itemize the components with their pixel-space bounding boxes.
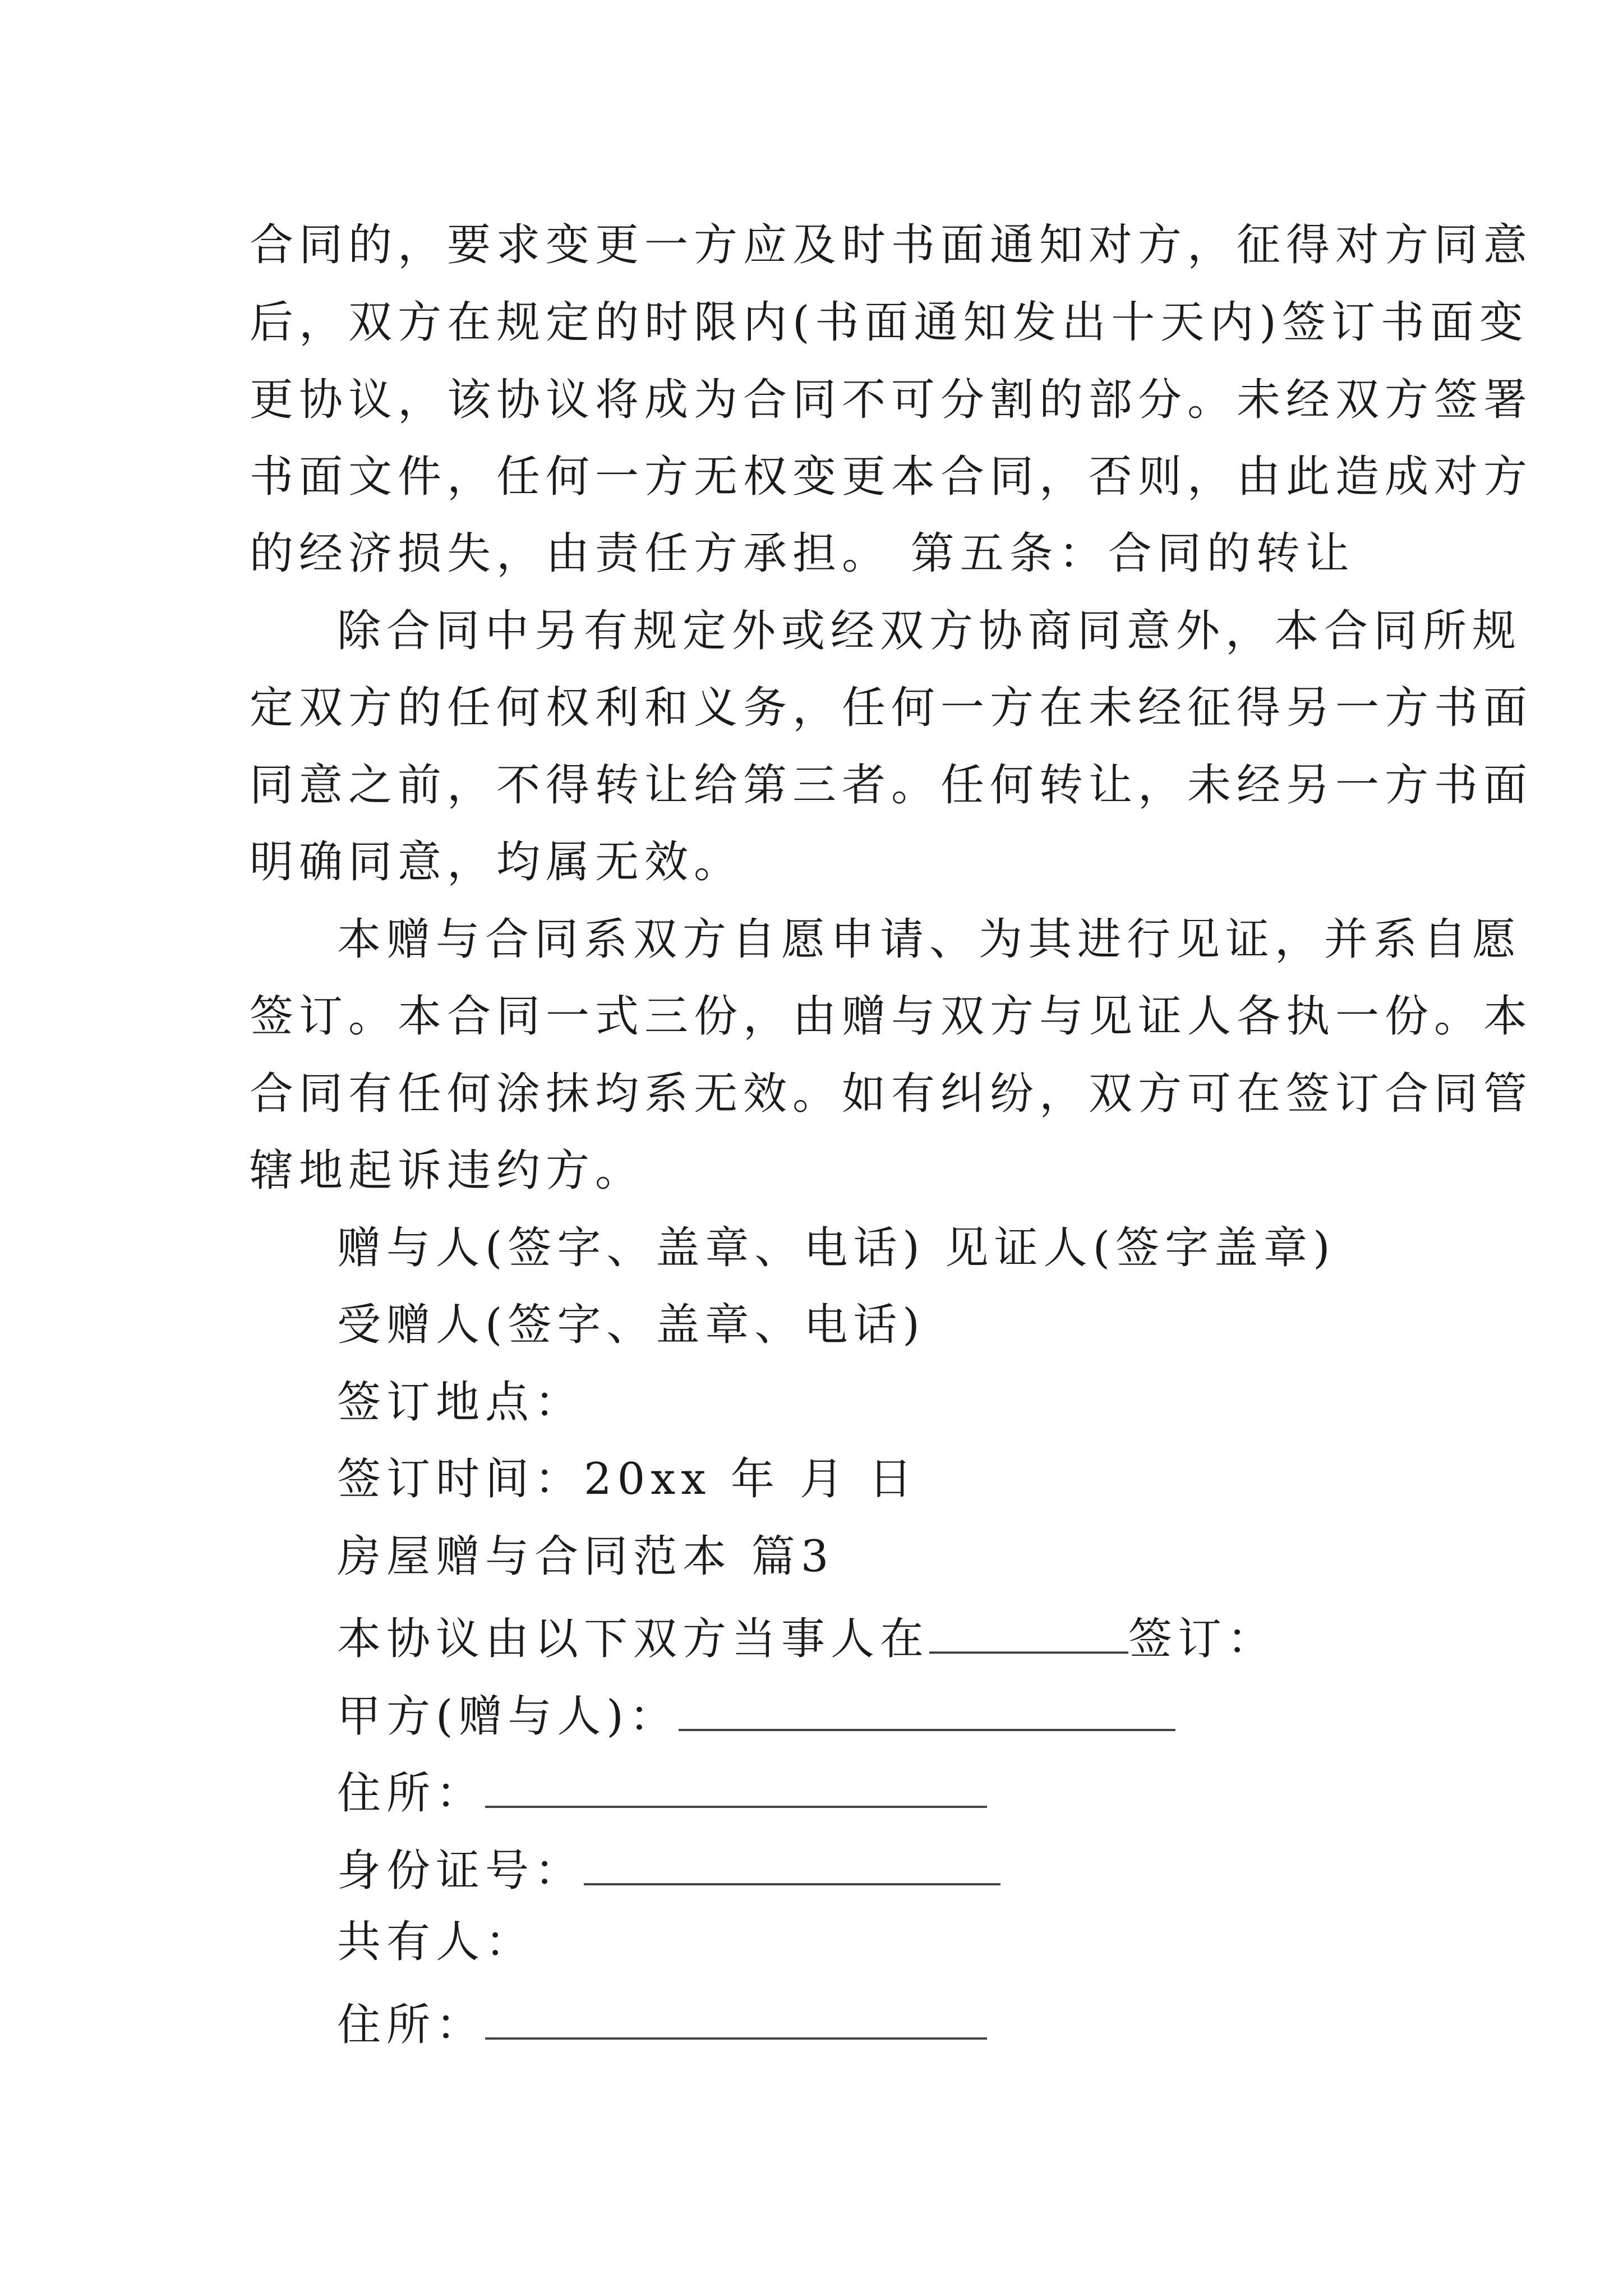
party-a-row xyxy=(337,1683,1175,1745)
paragraph-line-9: 明确同意，均属无效。 xyxy=(250,837,744,887)
address-label-1: 住所： xyxy=(337,1768,486,1819)
paragraph-line-6: 除合同中另有规定外或经双方协商同意外，本合同所规 xyxy=(337,606,1522,656)
paragraph-line-5: 的经济损失，由责任方承担。 第五条：合同的转让 xyxy=(250,528,1355,579)
signing-date: 签订时间：20xx 年 月 日 xyxy=(337,1454,918,1504)
address-row-2 xyxy=(337,1991,987,2053)
paragraph-line-7: 定双方的任何权利和义务，任何一方在未经征得另一方书面 xyxy=(250,683,1533,733)
signature-line-donee: 受赠人(签字、盖章、电话) xyxy=(337,1300,925,1350)
paragraph-line-4: 书面文件，任何一方无权变更本合同，否则，由此造成对方 xyxy=(250,452,1533,502)
section-title: 房屋赠与合同范本 篇3 xyxy=(337,1531,834,1582)
address-blank-2 xyxy=(485,1991,987,2040)
address-blank-1 xyxy=(485,1760,987,1808)
agreement-location-suffix: 签订： xyxy=(1128,1614,1277,1664)
id-number-label: 身份证号： xyxy=(337,1846,584,1896)
paragraph-line-8: 同意之前，不得转让给第三者。任何转让，未经另一方书面 xyxy=(250,760,1533,811)
paragraph-line-13: 辖地起诉违约方。 xyxy=(250,1145,645,1196)
address-label-2: 住所： xyxy=(337,2000,486,2050)
id-number-blank xyxy=(584,1837,1000,1885)
paragraph-line-2: 后，双方在规定的时限内(书面通知发出十天内)签订书面变 xyxy=(250,297,1529,348)
party-a-blank xyxy=(679,1683,1175,1731)
signing-place: 签订地点： xyxy=(337,1377,584,1428)
agreement-location-blank xyxy=(929,1605,1128,1654)
paragraph-line-12: 合同有任何涂抹均系无效。如有纠纷，双方可在签订合同管 xyxy=(250,1069,1533,1119)
id-number-row xyxy=(337,1837,1000,1899)
party-a-label: 甲方(赠与人)： xyxy=(337,1691,679,1742)
agreement-location-row xyxy=(337,1605,1276,1667)
paragraph-line-3: 更协议，该协议将成为合同不可分割的部分。未经双方签署 xyxy=(250,375,1533,425)
paragraph-line-1: 合同的，要求变更一方应及时书面通知对方，征得对方同意 xyxy=(250,220,1533,270)
agreement-location-prefix: 本协议由以下双方当事人在 xyxy=(337,1614,930,1664)
paragraph-line-10: 本赠与合同系双方自愿申请、为其进行见证，并系自愿 xyxy=(337,914,1522,965)
co-owner-label: 共有人： xyxy=(337,1917,535,1967)
signature-line-donor-witness: 赠与人(签字、盖章、电话) 见证人(签字盖章) xyxy=(337,1223,1336,1273)
paragraph-line-11: 签订。本合同一式三份，由赠与双方与见证人各执一份。本 xyxy=(250,991,1533,1042)
address-row-1 xyxy=(337,1760,987,1821)
co-owner-row xyxy=(337,1914,534,1970)
